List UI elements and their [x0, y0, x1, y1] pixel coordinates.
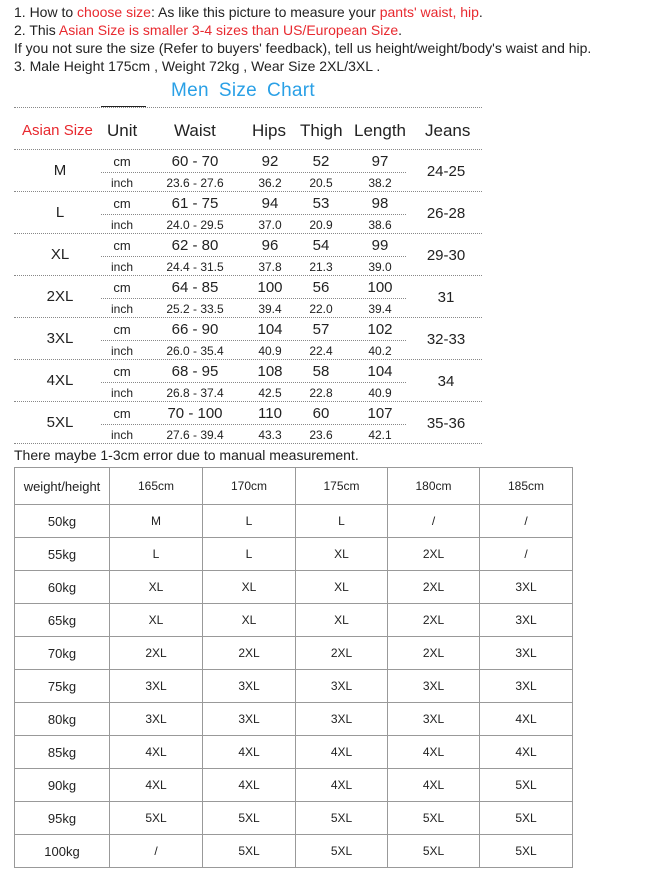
cm-thigh: 54 [312, 237, 330, 254]
size-label: XL [50, 246, 70, 263]
table-row [15, 769, 573, 802]
note-model-size: 3. Male Height 175cm , Weight 72kg , Wear Size 2XL/3XL . [14, 58, 381, 74]
cm-thigh: 57 [312, 321, 330, 338]
cm-hips: 94 [261, 195, 279, 212]
cm-waist: 64 - 85 [171, 279, 219, 296]
header-length: Length [354, 121, 406, 140]
inch-thigh: 23.6 [309, 428, 333, 442]
weight-label: 50kg [15, 505, 110, 538]
cm-hips: 96 [261, 237, 279, 254]
unit-cm: cm [113, 196, 131, 211]
weight-label: 60kg [15, 571, 110, 604]
weight-label: 85kg [15, 736, 110, 769]
row-divider [14, 359, 482, 360]
cm-thigh: 60 [312, 405, 330, 422]
row-divider [14, 317, 482, 318]
cm-waist: 66 - 90 [171, 321, 219, 338]
recommended-size: L [296, 505, 388, 538]
recommended-size: 4XL [388, 769, 480, 802]
inch-length: 39.0 [368, 260, 392, 274]
recommended-size: XL [203, 604, 296, 637]
recommended-size: 5XL [480, 769, 573, 802]
row-mid-divider [101, 382, 406, 383]
unit-inch: inch [110, 428, 133, 442]
cm-waist: 60 - 70 [171, 153, 219, 170]
recommended-size: 5XL [203, 802, 296, 835]
header-thigh: Thigh [300, 121, 343, 140]
recommended-size: 5XL [480, 802, 573, 835]
unit-inch: inch [110, 260, 133, 274]
note-asian-size: 2. This Asian Size is smaller 3-4 sizes than US/European Size. [14, 22, 403, 38]
table-header-row [15, 468, 573, 505]
title-divider [14, 107, 482, 108]
size-label: L [55, 204, 65, 221]
unit-cm: cm [113, 280, 131, 295]
inch-length: 40.2 [368, 344, 392, 358]
unit-inch: inch [110, 386, 133, 400]
cm-thigh: 52 [312, 153, 330, 170]
weight-label: 80kg [15, 703, 110, 736]
weight-height-table [14, 467, 573, 868]
recommended-size: XL [296, 604, 388, 637]
jeans-size: 35-36 [426, 415, 466, 432]
recommended-size: XL [296, 571, 388, 604]
row-mid-divider [101, 340, 406, 341]
recommended-size: L [203, 538, 296, 571]
cm-waist: 68 - 95 [171, 363, 219, 380]
cm-length: 100 [367, 279, 393, 296]
recommended-size: 4XL [480, 703, 573, 736]
recommended-size: 3XL [480, 637, 573, 670]
table-row [15, 703, 573, 736]
recommended-size: 3XL [203, 703, 296, 736]
cm-waist: 61 - 75 [171, 195, 219, 212]
recommended-size: 3XL [203, 670, 296, 703]
unit-cm: cm [113, 406, 131, 421]
recommended-size: 3XL [480, 571, 573, 604]
recommended-size: L [203, 505, 296, 538]
cm-hips: 104 [257, 321, 283, 338]
table-row [15, 835, 573, 868]
header-waist: Waist [174, 121, 216, 140]
row-divider [14, 191, 482, 192]
inch-length: 40.9 [368, 386, 392, 400]
cm-thigh: 56 [312, 279, 330, 296]
header-height: 170cm [203, 468, 296, 505]
recommended-size: 2XL [110, 637, 203, 670]
size-label: 4XL [46, 372, 74, 389]
jeans-size: 34 [437, 373, 455, 390]
size-label: 5XL [46, 414, 74, 431]
recommended-size: 5XL [110, 802, 203, 835]
unit-inch: inch [110, 176, 133, 190]
cm-hips: 100 [257, 279, 283, 296]
size-label: 3XL [46, 330, 74, 347]
recommended-size: / [110, 835, 203, 868]
table-row [15, 571, 573, 604]
header-height: 175cm [296, 468, 388, 505]
row-mid-divider [101, 172, 406, 173]
recommended-size: M [110, 505, 203, 538]
inch-thigh: 20.5 [309, 176, 333, 190]
row-mid-divider [101, 298, 406, 299]
recommended-size: 3XL [110, 703, 203, 736]
unit-cm: cm [113, 322, 131, 337]
recommended-size: XL [203, 571, 296, 604]
note-how-to-choose: 1. How to choose size: As like this picture to measure your pants' waist, hip. [14, 4, 483, 20]
header-jeans: Jeans [425, 121, 471, 140]
header-height: 180cm [388, 468, 480, 505]
recommended-size: 3XL [296, 670, 388, 703]
cm-waist: 70 - 100 [167, 405, 223, 422]
recommended-size: 5XL [203, 835, 296, 868]
jeans-size: 26-28 [426, 205, 466, 222]
error-note: There maybe 1-3cm error due to manual measurement. [14, 447, 359, 463]
row-mid-divider [101, 256, 406, 257]
inch-thigh: 21.3 [309, 260, 333, 274]
header-hips: Hips [252, 121, 287, 140]
inch-waist: 25.2 - 33.5 [166, 302, 224, 316]
recommended-size: 2XL [388, 571, 480, 604]
recommended-size: 5XL [388, 802, 480, 835]
cm-length: 107 [367, 405, 393, 422]
row-divider [14, 401, 482, 402]
recommended-size: 4XL [296, 736, 388, 769]
inch-waist: 26.0 - 35.4 [166, 344, 224, 358]
recommended-size: 2XL [203, 637, 296, 670]
recommended-size: 2XL [388, 538, 480, 571]
recommended-size: XL [296, 538, 388, 571]
recommended-size: L [110, 538, 203, 571]
inch-hips: 37.8 [258, 260, 282, 274]
weight-label: 65kg [15, 604, 110, 637]
weight-label: 75kg [15, 670, 110, 703]
jeans-size: 32-33 [426, 331, 466, 348]
cm-thigh: 53 [312, 195, 330, 212]
cm-waist: 62 - 80 [171, 237, 219, 254]
recommended-size: XL [110, 571, 203, 604]
recommended-size: / [480, 538, 573, 571]
recommended-size: 2XL [388, 604, 480, 637]
table-row [15, 802, 573, 835]
jeans-size: 29-30 [426, 247, 466, 264]
weight-label: 55kg [15, 538, 110, 571]
inch-waist: 26.8 - 37.4 [166, 386, 224, 400]
inch-hips: 39.4 [258, 302, 282, 316]
table-row [15, 505, 573, 538]
recommended-size: 4XL [110, 736, 203, 769]
inch-length: 38.2 [368, 176, 392, 190]
recommended-size: 5XL [296, 835, 388, 868]
title-accent-line [101, 106, 146, 107]
unit-inch: inch [110, 302, 133, 316]
weight-label: 100kg [15, 835, 110, 868]
weight-label: 95kg [15, 802, 110, 835]
recommended-size: 4XL [388, 736, 480, 769]
cm-hips: 110 [258, 405, 282, 422]
inch-waist: 24.4 - 31.5 [166, 260, 224, 274]
row-divider [14, 233, 482, 234]
inch-length: 39.4 [368, 302, 392, 316]
recommended-size: 5XL [480, 835, 573, 868]
inch-length: 38.6 [368, 218, 392, 232]
inch-thigh: 22.8 [309, 386, 333, 400]
cm-length: 104 [367, 363, 393, 380]
table-row [15, 604, 573, 637]
table-row [15, 736, 573, 769]
cm-length: 98 [371, 195, 389, 212]
recommended-size: 3XL [296, 703, 388, 736]
header-divider [14, 149, 482, 150]
cm-length: 97 [371, 153, 389, 170]
recommended-size: 3XL [110, 670, 203, 703]
table-row [15, 538, 573, 571]
recommended-size: / [480, 505, 573, 538]
unit-cm: cm [113, 364, 131, 379]
inch-waist: 27.6 - 39.4 [166, 428, 224, 442]
unit-cm: cm [113, 154, 131, 169]
row-divider [14, 275, 482, 276]
recommended-size: 4XL [296, 769, 388, 802]
header-asian-size: Asian Size [22, 122, 93, 139]
recommended-size: 4XL [480, 736, 573, 769]
inch-hips: 40.9 [258, 344, 282, 358]
row-mid-divider [101, 214, 406, 215]
jeans-size: 24-25 [426, 163, 466, 180]
size-label: M [53, 162, 67, 179]
table-row [15, 637, 573, 670]
cm-hips: 92 [261, 153, 279, 170]
row-mid-divider [101, 424, 406, 425]
recommended-size: XL [110, 604, 203, 637]
cm-length: 102 [367, 321, 393, 338]
inch-waist: 24.0 - 29.5 [166, 218, 224, 232]
inch-hips: 43.3 [258, 428, 282, 442]
header-height: 165cm [110, 468, 203, 505]
inch-length: 42.1 [368, 428, 392, 442]
header-weight-height: weight/height [15, 468, 110, 505]
cm-length: 99 [371, 237, 389, 254]
header-height: 185cm [480, 468, 573, 505]
recommended-size: 3XL [480, 670, 573, 703]
weight-label: 70kg [15, 637, 110, 670]
inch-waist: 23.6 - 27.6 [166, 176, 224, 190]
recommended-size: 5XL [388, 835, 480, 868]
cm-thigh: 58 [312, 363, 330, 380]
inch-thigh: 22.4 [309, 344, 333, 358]
inch-thigh: 20.9 [309, 218, 333, 232]
unit-inch: inch [110, 218, 133, 232]
unit-cm: cm [113, 238, 131, 253]
weight-label: 90kg [15, 769, 110, 802]
recommended-size: / [388, 505, 480, 538]
chart-title: Men Size Chart [171, 80, 316, 101]
note-feedback: If you not sure the size (Refer to buyers' feedback), tell us height/weight/body's waist and hip. [14, 40, 592, 56]
recommended-size: 4XL [203, 736, 296, 769]
inch-hips: 37.0 [258, 218, 282, 232]
inch-thigh: 22.0 [309, 302, 333, 316]
recommended-size: 2XL [296, 637, 388, 670]
cm-hips: 108 [257, 363, 283, 380]
row-divider [14, 443, 482, 444]
recommended-size: 2XL [388, 637, 480, 670]
recommended-size: 3XL [480, 604, 573, 637]
header-unit: Unit [107, 121, 138, 140]
inch-hips: 42.5 [258, 386, 282, 400]
recommended-size: 4XL [203, 769, 296, 802]
size-label: 2XL [46, 288, 74, 305]
recommended-size: 5XL [296, 802, 388, 835]
recommended-size: 4XL [110, 769, 203, 802]
recommended-size: 3XL [388, 703, 480, 736]
unit-inch: inch [110, 344, 133, 358]
inch-hips: 36.2 [258, 176, 282, 190]
table-row [15, 670, 573, 703]
jeans-size: 31 [437, 289, 455, 306]
recommended-size: 3XL [388, 670, 480, 703]
